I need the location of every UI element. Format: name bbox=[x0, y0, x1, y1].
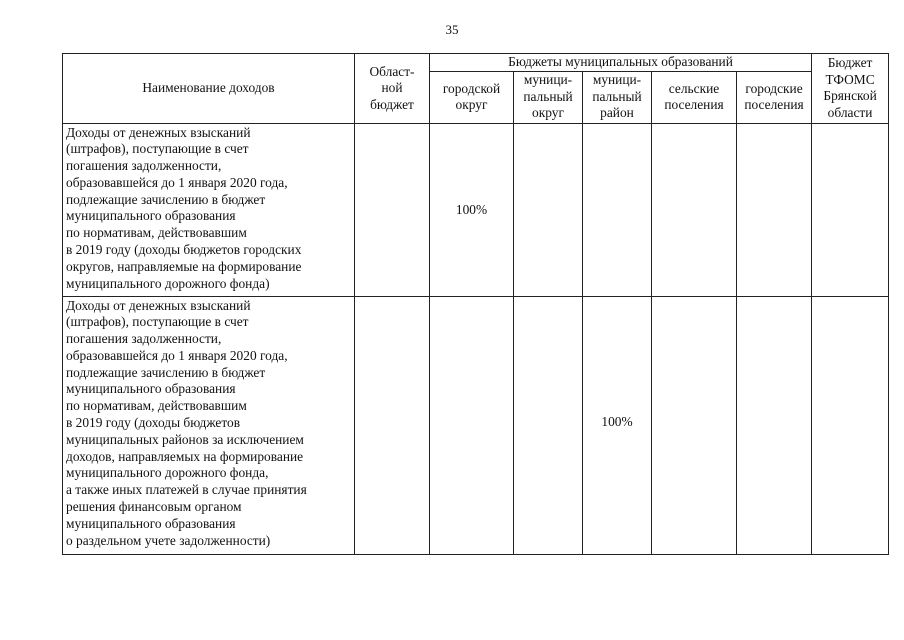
municipal-rayon-cell bbox=[583, 123, 652, 296]
urban-settlements-cell bbox=[737, 296, 812, 554]
revenue-name-cell: Доходы от денежных взысканий (штрафов), поступающие в счет погашения задолженности, образовавшейся до 1 января 2020 года, подлежащие зачислению в бюджет муниципального образования по нормативам, действовавшим в 2019 году (доходы бюджетов городских округов, направляемые на формирование муниципального дорожного фонда) bbox=[63, 123, 355, 296]
header-municipal-budgets-group: Бюджеты муниципальных образований bbox=[430, 54, 812, 72]
city-okrug-cell: 100% bbox=[430, 123, 514, 296]
rural-settlements-cell bbox=[652, 296, 737, 554]
header-rural-settlements: сельские поселения bbox=[652, 71, 737, 123]
tfoms-budget-cell bbox=[812, 123, 889, 296]
city-okrug-cell bbox=[430, 296, 514, 554]
header-regional-budget: Област- ной бюджет bbox=[355, 54, 430, 124]
page-number: 35 bbox=[445, 22, 459, 37]
municipal-okrug-cell bbox=[514, 123, 583, 296]
header-tfoms-budget: Бюджет ТФОМС Брянской области bbox=[812, 54, 889, 124]
regional-budget-cell bbox=[355, 296, 430, 554]
regional-budget-cell bbox=[355, 123, 430, 296]
table-row bbox=[63, 296, 889, 554]
header-municipal-rayon: муници- пальный район bbox=[583, 71, 652, 123]
header-city-okrug: городской округ bbox=[430, 71, 514, 123]
rural-settlements-cell bbox=[652, 123, 737, 296]
revenue-distribution-table bbox=[62, 53, 889, 555]
municipal-okrug-cell bbox=[514, 296, 583, 554]
tfoms-budget-cell bbox=[812, 296, 889, 554]
header-municipal-okrug: муници- пальный округ bbox=[514, 71, 583, 123]
header-urban-settlements: городские поселения bbox=[737, 71, 812, 123]
revenue-name-cell: Доходы от денежных взысканий (штрафов), поступающие в счет погашения задолженности, образовавшейся до 1 января 2020 года, подлежащие зачислению в бюджет муниципального образования по нормативам, действовавшим в 2019 году (доходы бюджетов муниципальных районов за исключением доходов, направляемых на формирование муниципального дорожного фонда, а также иных платежей в случае принятия решения финансовым органом муниципального образования о раздельном учете задолженности) bbox=[63, 296, 355, 554]
urban-settlements-cell bbox=[737, 123, 812, 296]
table-row bbox=[63, 123, 889, 296]
header-revenue-name: Наименование доходов bbox=[63, 54, 355, 124]
municipal-rayon-cell: 100% bbox=[583, 296, 652, 554]
